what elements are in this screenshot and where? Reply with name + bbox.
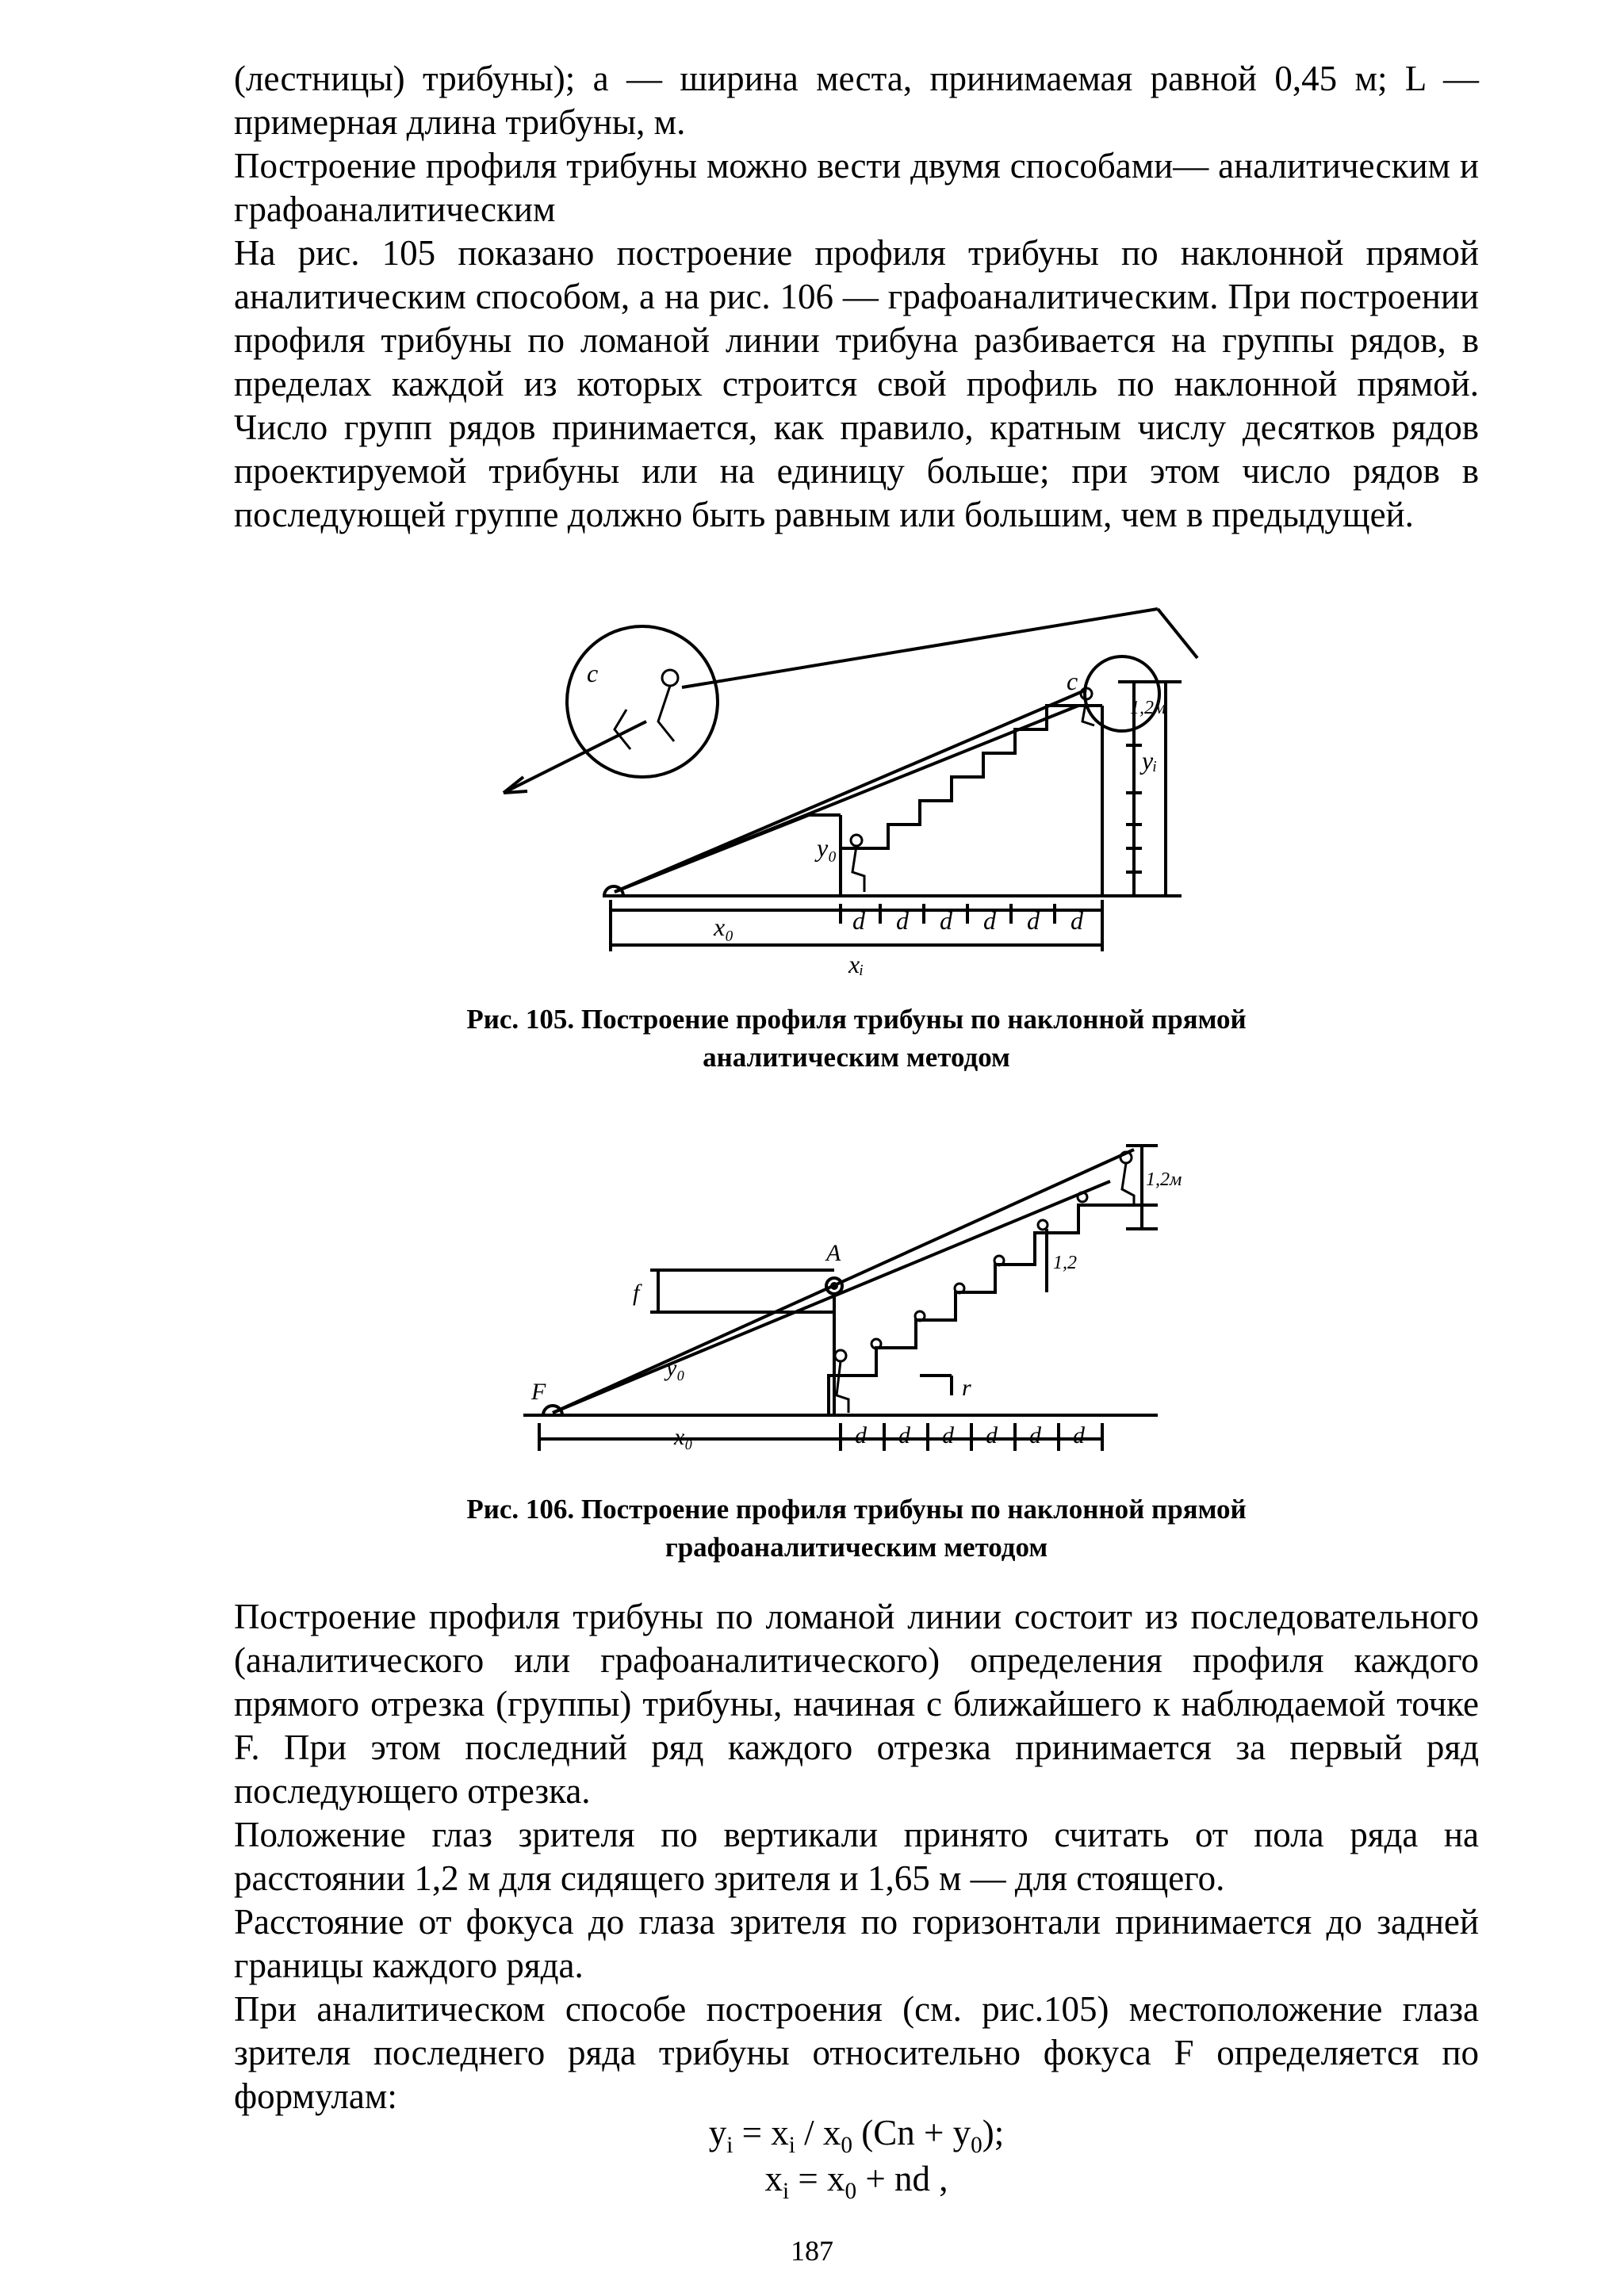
label-d-6: d — [1073, 1422, 1085, 1448]
top-text — [234, 57, 1479, 537]
label-f: f — [633, 1280, 640, 1306]
formula-xi: $x_i = x_0$ + nd , — [764, 2159, 948, 2204]
label-d-3: d — [942, 1422, 954, 1448]
label-d-2: d — [896, 906, 909, 935]
paragraph-6: Расстояние от фокуса до глаза зрителя по горизонтали принимается до задней границы каждого ряда. — [234, 1902, 1479, 1985]
paragraph-7: При аналитическом способе построения (см. рис.105) местоположение глаза зрителя последнего ряда трибуны относительно фокуса F определяется по формулам: — [234, 1989, 1479, 2116]
caption-105-line-2: аналитическим методом — [703, 1042, 1010, 1073]
label-1-2: 1,2 — [1053, 1253, 1077, 1273]
paragraph-1: (лестницы) трибуны); а — ширина места, принимаемая равной 0,45 м; L — примерная длина трибуны, м. — [234, 59, 1479, 142]
label-1-2m: 1,2м — [1146, 1169, 1182, 1190]
label-r: r — [962, 1375, 971, 1401]
formula-yi: $y_i = x_i / x_0$ $(Cn + y_0)$; — [708, 2113, 1005, 2158]
label-d-5: d — [1027, 906, 1040, 935]
label-d-4: d — [986, 1422, 998, 1448]
label-x0: x₀ — [674, 1424, 693, 1450]
label-c-left: c — [587, 659, 599, 687]
paragraph-4: Построение профиля трибуны по ломаной линии состоит из последовательного (аналитического или графоаналитического) определения профиля каждого прямого отрезка (группы) трибуны, начиная с ближайшего к наблюдаемой точке F. При этом последний ряд каждого отрезка принимается за первый ряд последующего отрезка. — [234, 1597, 1479, 1811]
paragraph-5: Положение глаз зрителя по вертикали принято считать от пола ряда на расстоянии 1,2 м для сидящего зрителя и 1,65 м — для стоящего. — [234, 1815, 1479, 1898]
paragraph-2: Построение профиля трибуны можно вести двумя способами— аналитическим и графоаналитическим — [234, 146, 1479, 229]
figure-106 — [523, 1134, 1197, 1467]
label-d-4: d — [983, 906, 996, 935]
label-d-3: d — [940, 906, 952, 935]
label-xi: xᵢ — [848, 950, 864, 978]
caption-106-line-1: Рис. 106. Построение профиля трибуны по наклонной прямой — [466, 1494, 1247, 1525]
caption-105-line-1: Рис. 105. Построение профиля трибуны по наклонной прямой — [466, 1004, 1247, 1035]
figure-105 — [468, 603, 1261, 999]
paragraph-3: На рис. 105 показано построение профиля трибуны по наклонной прямой аналитическим способом, а на рис. 106 — графоаналитическим. При построении профиля трибуны по ломаной линии трибуна разбивается на группы рядов, в пределах каждой из которых строится свой профиль по наклонной прямой. Число групп рядов принимается, как правило, кратным числу десятков рядов проектируемой трибуны или на единицу больше; при этом число рядов в последующей группе должно быть равным или большим, чем в предыдущей. — [234, 233, 1479, 534]
label-yi: yᵢ — [1142, 746, 1158, 775]
label-d-1: d — [855, 1422, 867, 1448]
caption-106-line-2: графоаналитическим методом — [665, 1532, 1048, 1563]
label-d-2: d — [898, 1422, 910, 1448]
label-d-6: d — [1071, 906, 1083, 935]
figure-106-caption — [234, 1490, 1479, 1567]
label-1-2m: 1,2м — [1130, 698, 1166, 718]
label-F: F — [531, 1379, 546, 1405]
label-d-5: d — [1029, 1422, 1041, 1448]
label-d-1: d — [852, 906, 865, 935]
label-y0: y₀ — [666, 1355, 685, 1381]
page-number: 187 — [791, 2235, 833, 2267]
figure-105-caption — [234, 1001, 1479, 1077]
label-x0: x₀ — [714, 913, 734, 941]
label-A: A — [826, 1240, 841, 1266]
label-c-right: c — [1067, 667, 1078, 695]
bottom-text — [234, 1595, 1479, 2118]
label-y0: y₀ — [817, 833, 837, 862]
